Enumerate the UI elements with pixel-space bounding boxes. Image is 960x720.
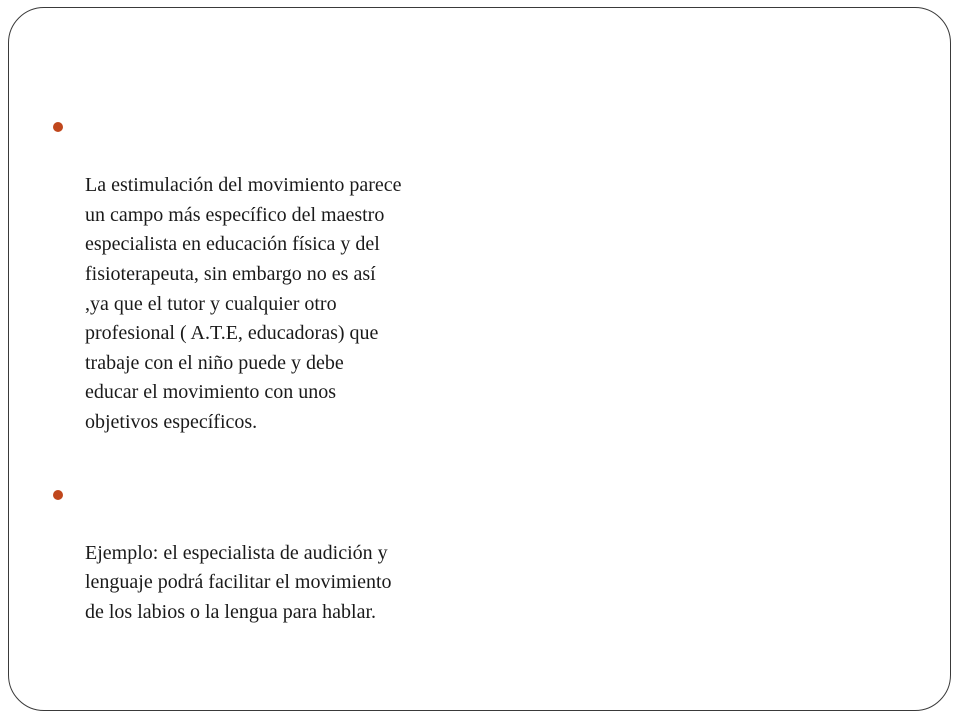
bullet-item-2 xyxy=(53,480,473,628)
bullet-item-1 xyxy=(53,112,473,438)
bullet-text-2: Ejemplo: el especialista de audición y lenguaje podrá facilitar el movimiento de los labios o la lengua para hablar. xyxy=(85,541,392,623)
bullet-dot-icon xyxy=(53,122,63,132)
bullet-text-1: La estimulación del movimiento parece un campo más específico del maestro especialista en educación física y del fisioterapeuta, sin embargo no es así ,ya que el tutor y cualquier otro profesional ( A.T.E, educadoras) que trabaje con el niño puede y debe educar el movimiento con unos objetivos específicos. xyxy=(85,174,402,433)
bullet-list xyxy=(53,112,473,628)
bullet-dot-icon xyxy=(53,490,63,500)
